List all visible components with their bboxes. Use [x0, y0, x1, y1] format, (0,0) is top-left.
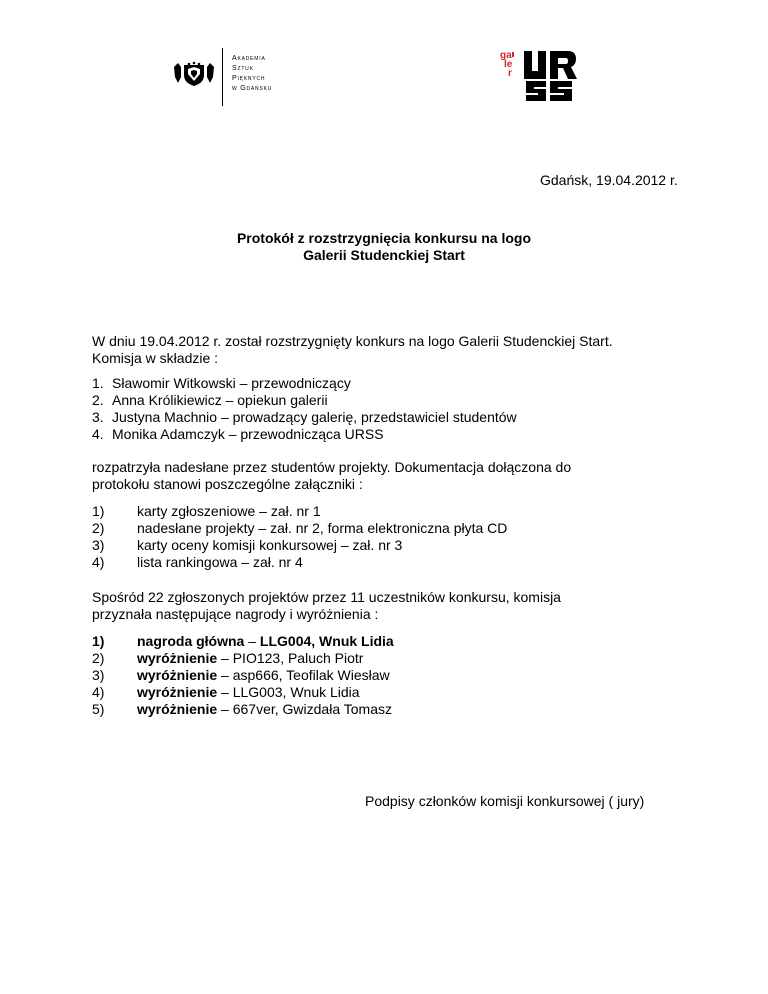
award-text — [137, 684, 360, 701]
list-number: 4) — [92, 554, 105, 570]
document-date: Gdańsk, 19.04.2012 r. — [540, 172, 678, 188]
award-name: wyróżnienie — [137, 667, 218, 683]
list-text: karty zgłoszeniowe – zał. nr 1 — [137, 503, 321, 519]
list-text: karty oceny komisji konkursowej – zał. nr 3 — [137, 537, 403, 553]
list-text: Sławomir Witkowski – przewodniczący — [112, 375, 351, 391]
award-number: 4) — [92, 684, 105, 700]
award-text — [137, 650, 363, 667]
award-text — [137, 667, 390, 684]
award-number: 3) — [92, 667, 105, 683]
asp-line: w Gdańsku — [232, 85, 273, 92]
award-separator: – — [217, 701, 233, 717]
award-text — [137, 633, 394, 650]
urss-logo-icon — [498, 45, 582, 101]
award-winner: LLG004, Wnuk Lidia — [259, 633, 394, 649]
asp-line: Pięknych — [232, 75, 266, 82]
list-number: 1) — [92, 503, 105, 519]
asp-name — [232, 54, 272, 94]
award-name: nagroda główna — [137, 633, 245, 649]
award-name: wyróżnienie — [137, 701, 218, 717]
award-number: 2) — [92, 650, 105, 666]
award-separator: – — [217, 667, 233, 683]
results-line-1: Spośród 22 zgłoszonych projektów przez 11 uczestników konkursu, komisja — [92, 589, 561, 605]
review-line-2: protokołu stanowi poszczególne załączniki : — [92, 476, 363, 492]
list-number: 3. — [92, 409, 104, 425]
title-line-1: Protokół z rozstrzygnięcia konkursu na logo — [236, 230, 532, 246]
award-separator: – — [244, 633, 260, 649]
list-text: Monika Adamczyk – przewodnicząca URSS — [112, 426, 384, 442]
review-line-1: rozpatrzyła nadesłane przez studentów projekty. Dokumentacja dołączona do — [92, 459, 572, 475]
title-line-2: Galerii Studenckiej Start — [303, 247, 465, 263]
award-text — [137, 701, 392, 718]
list-number: 4. — [92, 426, 104, 442]
asp-divider — [222, 48, 223, 106]
award-name: wyróżnienie — [137, 650, 218, 666]
signatures-line: Podpisy członków komisji konkursowej ( jury) — [365, 793, 645, 809]
list-text: Justyna Machnio – prowadzący galerię, przedstawiciel studentów — [112, 409, 517, 425]
intro-line-2: Komisja w składzie : — [92, 350, 219, 366]
list-text: lista rankingowa – zał. nr 4 — [137, 554, 303, 570]
award-winner: PIO123, Paluch Piotr — [232, 650, 364, 666]
award-number: 5) — [92, 701, 105, 717]
urss-logo — [498, 45, 582, 101]
svg-text:ga: ga — [500, 50, 512, 61]
results-paragraph — [92, 589, 561, 623]
review-paragraph — [92, 459, 571, 493]
list-text: nadesłane projekty – zał. nr 2, forma elektroniczna płyta CD — [137, 520, 508, 536]
award-separator: – — [217, 684, 233, 700]
award-separator: – — [217, 650, 233, 666]
asp-crest-icon — [172, 61, 216, 87]
award-number: 1) — [92, 633, 105, 649]
award-winner: asp666, Teofilak Wiesław — [232, 667, 390, 683]
svg-text:le: le — [504, 59, 513, 70]
asp-line: Akademia — [232, 55, 266, 62]
document-title — [0, 230, 768, 264]
list-number: 2) — [92, 520, 105, 536]
results-line-2: przyznała następujące nagrody i wyróżnienia : — [92, 606, 379, 622]
list-text: Anna Królikiewicz – opiekun galerii — [112, 392, 328, 408]
intro-paragraph — [92, 333, 613, 367]
asp-line: Sztuk — [232, 65, 254, 72]
award-winner: 667ver, Gwizdała Tomasz — [232, 701, 392, 717]
list-number: 3) — [92, 537, 105, 553]
list-number: 2. — [92, 392, 104, 408]
award-winner: LLG003, Wnuk Lidia — [232, 684, 360, 700]
award-name: wyróżnienie — [137, 684, 218, 700]
svg-text:r: r — [508, 68, 512, 79]
intro-line-1: W dniu 19.04.2012 r. został rozstrzygnięty konkurs na logo Galerii Studenckiej Start. — [92, 333, 613, 349]
asp-logo — [172, 48, 292, 108]
list-number: 1. — [92, 375, 104, 391]
